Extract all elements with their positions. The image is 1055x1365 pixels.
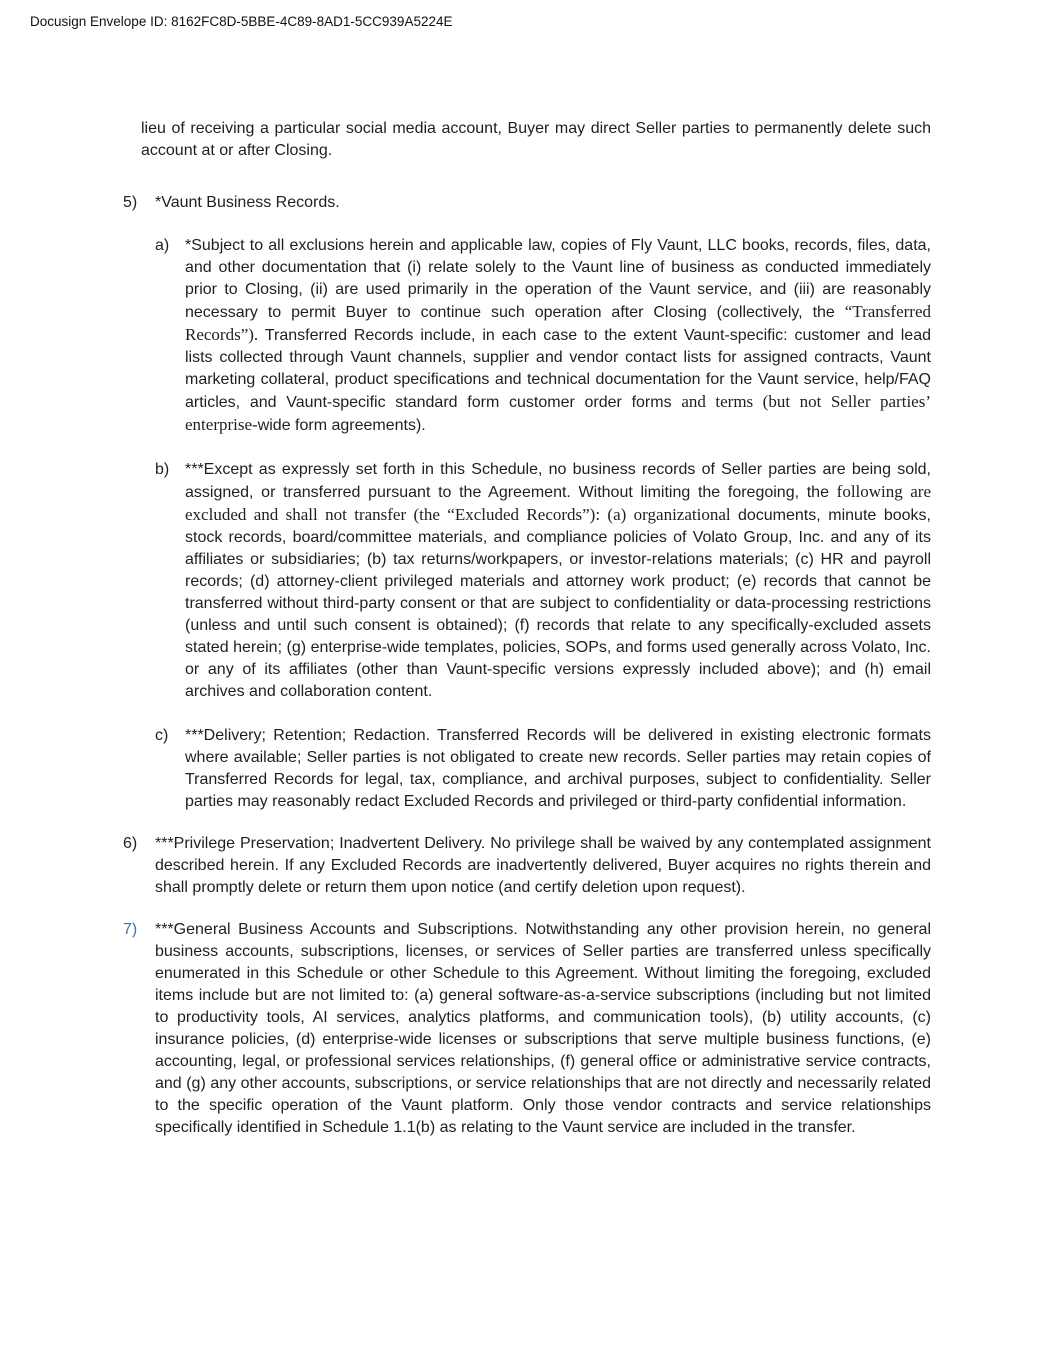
list-item-5 xyxy=(123,192,931,813)
item-5-content xyxy=(155,192,931,813)
continuation-paragraph: lieu of receiving a particular social media account, Buyer may direct Seller parties to permanently delete such account at or after Closing. xyxy=(141,120,931,159)
paragraph-5c: ***Delivery; Retention; Redaction. Transferred Records will be delivered in existing electronic formats where available; Seller parties is not obligated to create new records. Seller parties may retain copies of Transferred Records for legal, tax, compliance, and archival purposes, subject to confidentiality. Seller parties may reasonably redact Excluded Records and privileged or third-party confidential information. xyxy=(185,727,931,810)
paragraph-5a: *Subject to all exclusions herein and applicable law, copies of Fly Vaunt, LLC books, records, files, data, and other documentation that (i) relate solely to the Vaunt line of business as conducted immediately prior to Closing, (ii) are used primarily in the operation of the Vaunt service, and (iii) are reasonably necessary to permit Buyer to continue such operation after Closing (collectively, the “Transferred Records”). Transferred Records include, in each case to the extent Vaunt-specific: customer and lead lists collected through Vaunt channels, supplier and vendor contact lists for assigned contracts, Vaunt marketing collateral, product specifications and technical documentation for the Vaunt service, help/FAQ articles, and Vaunt-specific standard form customer order forms and terms (but not Seller parties’ enterprise-wide form agreements). xyxy=(185,237,931,434)
paragraph-6: ***Privilege Preservation; Inadvertent Delivery. No privilege shall be waived by any contemplated assignment described herein. If any Excluded Records are inadvertently delivered, Buyer acquires no rights therein and shall promptly delete or return them upon notice (and certify deletion upon request). xyxy=(155,835,931,896)
item-5-subsections xyxy=(155,235,931,813)
list-marker-5a: a) xyxy=(155,237,170,254)
list-marker-5c: c) xyxy=(155,727,169,744)
list-item-5c xyxy=(155,725,931,813)
item-5-title: *Vaunt Business Records. xyxy=(155,194,340,211)
list-marker-5: 5) xyxy=(123,194,138,211)
document-body xyxy=(123,118,931,1139)
list-item-5a xyxy=(155,235,931,437)
list-item-5b xyxy=(155,459,931,703)
paragraph-5b: ***Except as expressly set forth in this Schedule, no business records of Seller parties are being sold, assigned, or transferred pursuant to the Agreement. Without limiting the foregoing, the following are excluded and shall not transfer (the “Excluded Records”): (a) organizational documents, minute books, stock records, board/committee materials, and compliance policies of Volato Group, Inc. and any of its affiliates or subsidiaries; (b) tax returns/workpapers, or investor-relations materials; (c) HR and payroll records; (d) attorney-client privileged materials and attorney work product; (e) records that cannot be transferred without third-party consent or that are subject to confidentiality or data-processing restrictions (unless and until such consent is obtained); (f) records that relate to any specifically-excluded assets stated herein; (g) enterprise-wide templates, policies, SOPs, and forms used generally across Volato, Inc. or any of its affiliates (other than Vaunt-specific versions expressly included above); and (h) email archives and collaboration content. xyxy=(185,461,932,700)
paragraph-7: ***General Business Accounts and Subscriptions. Notwithstanding any other provision herein, no general business accounts, subscriptions, licenses, or services of Seller parties are transferred unless specifically enumerated in this Schedule or other Schedule to this Agreement. Without limiting the foregoing, excluded items include but are not limited to: (a) general software-as-a-service subscriptions (including but not limited to productivity tools, AI services, analytics platforms, and communication tools), (b) utility accounts, (c) insurance policies, (d) enterprise-wide licenses or subscriptions that serve multiple business functions, (e) accounting, legal, or professional services relationships, (f) general office or administrative service contracts, and (g) any other accounts, subscriptions, or service relationships that are not directly and necessarily related to the specific operation of the Vaunt platform. Only those vendor contracts and service relationships specifically identified in Schedule 1.1(b) as relating to the Vaunt service are included in the transfer. xyxy=(155,921,931,1136)
list-marker-5b: b) xyxy=(155,461,170,478)
list-item-6 xyxy=(123,833,931,899)
list-marker-6: 6) xyxy=(123,835,138,852)
docusign-envelope-id: Docusign Envelope ID: 8162FC8D-5BBE-4C89-8AD1-5CC939A5224E xyxy=(30,14,453,29)
list-marker-7: 7) xyxy=(123,921,138,938)
list-item-7 xyxy=(123,919,931,1139)
